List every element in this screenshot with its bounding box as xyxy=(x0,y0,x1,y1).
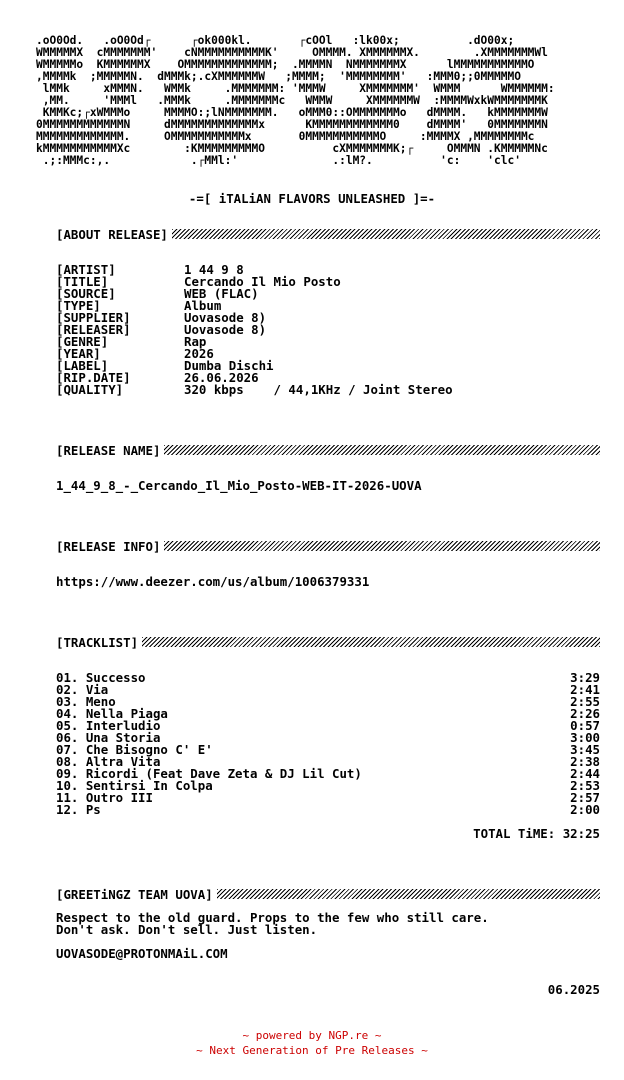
track-time: 0:57 xyxy=(570,718,600,733)
about-row-supplier xyxy=(56,312,600,324)
row-value: Uovasode 8) xyxy=(184,310,267,325)
track-row xyxy=(56,684,600,696)
track-time: 3:45 xyxy=(570,742,600,757)
hatch-divider xyxy=(164,541,600,551)
track-title: 07. Che Bisogno C' E' xyxy=(56,742,213,757)
ascii-logo: .oO0Od. .oO0Od┌ ┌ok000kl. ┌cOOl :lk00x; .dO00x; WMMMMMX cMMMMMMM' cNMMMMMMMMMMK' OMMMM. XMMMMMMX. .XMMMMMMMWl WMMMMMo KMMMMMMX OMMMMMMMMMMMMM; .MMMMN NMMMMMMMX lMMMMMMMMMMMO ,MMMMk ;MMMMMN. dMMMk;.cXMMMMMMW ;MMMM; 'MMMMMMMM' :MMM0;;0MMMMMO lMMk xMMMN. WMMk .MMMMMMM: 'MMMW XMMMMMMM' WMMM WMMMMMM: ,MM. 'MMMl .MMMk .MMMMMMMc WMMW XMMMMMMW :MMMMWxkWMMMMMMMK KMMKc;┌xWMMMo MMMMO:;lNMMMMMMM. oMMM0::OMMMMMMMo dMMMM. kMMMMMMMW 0MMMMMMMMMMMMN dMMMMMMMMMMMMMx KMMMMMMMMMMMM0 dMMMM' 0MMMMMMMN MMMMMMMMMMMMM. OMMMMMMMMMMMx 0MMMMMMMMMMMO :MMMMX ,MMMMMMMMc kMMMMMMMMMMMXc :KMMMMMMMMMO cXMMMMMMMK;┌ OMMMN .KMMMMMNc .;:MMMc:,. .┌MMl:' .:lM?. 'c: 'clc' xyxy=(36,34,555,167)
row-key: [RELEASER] xyxy=(56,322,131,337)
track-title: 02. Via xyxy=(56,682,109,697)
about-rows xyxy=(56,264,600,396)
track-title: 12. Ps xyxy=(56,802,101,817)
release-name-value: 1_44_9_8_-_Cercando_Il_Mio_Posto-WEB-IT-2026-UOVA xyxy=(56,478,422,493)
track-time: 2:26 xyxy=(570,706,600,721)
footer-tagline: ~ Next Generation of Pre Releases ~ xyxy=(196,1044,428,1057)
row-key: [TYPE] xyxy=(56,298,101,313)
footer-powered-by[interactable]: ~ powered by NGP.re ~ xyxy=(242,1029,382,1042)
email-block xyxy=(56,948,600,960)
release-name-header xyxy=(56,443,600,457)
row-value: Dumba Dischi xyxy=(184,358,274,373)
row-value: WEB (FLAC) xyxy=(184,286,259,301)
contact-email[interactable]: UOVASODE@PROTONMAiL.COM xyxy=(56,946,228,961)
greetings-line-2: Don't ask. Don't sell. Just listen. xyxy=(56,922,318,937)
about-row-source xyxy=(56,288,600,300)
row-key: [ARTIST] xyxy=(56,262,116,277)
track-row xyxy=(56,804,600,816)
track-row xyxy=(56,792,600,804)
release-info-section xyxy=(56,539,600,553)
track-time: 3:29 xyxy=(570,670,600,685)
track-time: 2:55 xyxy=(570,694,600,709)
row-key: [YEAR] xyxy=(56,346,101,361)
about-row-releaser xyxy=(56,324,600,336)
hatch-divider xyxy=(217,889,600,899)
track-time: 2:38 xyxy=(570,754,600,769)
about-row-title xyxy=(56,276,600,288)
track-title: 03. Meno xyxy=(56,694,116,709)
tagline: -=[ iTALiAN FLAVORS UNLEASHED ]=- xyxy=(188,191,436,206)
release-date: 06.2025 xyxy=(547,982,600,997)
about-header xyxy=(56,227,600,241)
hatch-divider xyxy=(172,229,600,239)
hatch-divider xyxy=(142,637,600,647)
total-time: TOTAL TiME: 32:25 xyxy=(473,826,600,841)
release-name-block xyxy=(56,480,600,492)
release-info-block xyxy=(56,576,600,588)
row-value: 320 kbps / 44,1KHz / Joint Stereo xyxy=(184,382,453,397)
row-key: [QUALITY] xyxy=(56,382,124,397)
greetings-block xyxy=(56,912,600,936)
row-value: 26.06.2026 xyxy=(184,370,259,385)
about-row-type xyxy=(56,300,600,312)
release-date-row xyxy=(56,984,600,996)
release-name-header-label: [RELEASE NAME] xyxy=(56,442,161,458)
track-title: 06. Una Storia xyxy=(56,730,161,745)
release-name-section xyxy=(56,443,600,457)
row-key: [GENRE] xyxy=(56,334,109,349)
release-info-header-label: [RELEASE INFO] xyxy=(56,538,161,554)
row-value: Cercando Il Mio Posto xyxy=(184,274,341,289)
row-value: Rap xyxy=(184,334,207,349)
track-title: 04. Nella Piaga xyxy=(56,706,168,721)
total-time-row xyxy=(56,828,600,840)
track-title: 10. Sentirsi In Colpa xyxy=(56,778,213,793)
track-time: 3:00 xyxy=(570,730,600,745)
row-value: Album xyxy=(184,298,222,313)
hatch-divider xyxy=(164,445,600,455)
release-info-url[interactable]: https://www.deezer.com/us/album/1006379331 xyxy=(56,574,370,589)
track-list xyxy=(56,672,600,840)
track-time: 2:53 xyxy=(570,778,600,793)
greetings-header-label: [GREETiNGZ TEAM UOVA] xyxy=(56,886,213,902)
track-time: 2:57 xyxy=(570,790,600,805)
track-title: 08. Altra Vita xyxy=(56,754,161,769)
track-title: 01. Successo xyxy=(56,670,146,685)
track-time: 2:41 xyxy=(570,682,600,697)
about-row-label xyxy=(56,360,600,372)
row-key: [SOURCE] xyxy=(56,286,116,301)
track-title: 05. Interludio xyxy=(56,718,161,733)
tracklist-section xyxy=(56,635,600,649)
row-key: [SUPPLIER] xyxy=(56,310,131,325)
greetings-section xyxy=(56,887,600,901)
greetings-line-1: Respect to the old guard. Props to the few who still care. xyxy=(56,910,489,925)
row-value: 1 44 9 8 xyxy=(184,262,244,277)
about-section xyxy=(56,227,600,241)
row-key: [TITLE] xyxy=(56,274,109,289)
row-value: Uovasode 8) xyxy=(184,322,267,337)
date-block xyxy=(56,984,600,996)
about-row-quality xyxy=(56,384,600,396)
row-value: 2026 xyxy=(184,346,214,361)
about-header-label: [ABOUT RELEASE] xyxy=(56,226,168,242)
tracklist-header-label: [TRACKLIST] xyxy=(56,634,139,650)
about-row-genre xyxy=(56,336,600,348)
track-row xyxy=(56,672,600,684)
track-title: 09. Ricordi (Feat Dave Zeta & DJ Lil Cut) xyxy=(56,766,362,781)
release-info-header xyxy=(56,539,600,553)
track-title: 11. Outro III xyxy=(56,790,153,805)
row-key: [RIP.DATE] xyxy=(56,370,131,385)
track-time: 2:44 xyxy=(570,766,600,781)
row-key: [LABEL] xyxy=(56,358,109,373)
about-row-year xyxy=(56,348,600,360)
track-time: 2:00 xyxy=(570,802,600,817)
tracklist-header xyxy=(56,635,600,649)
greetings-header xyxy=(56,887,600,901)
